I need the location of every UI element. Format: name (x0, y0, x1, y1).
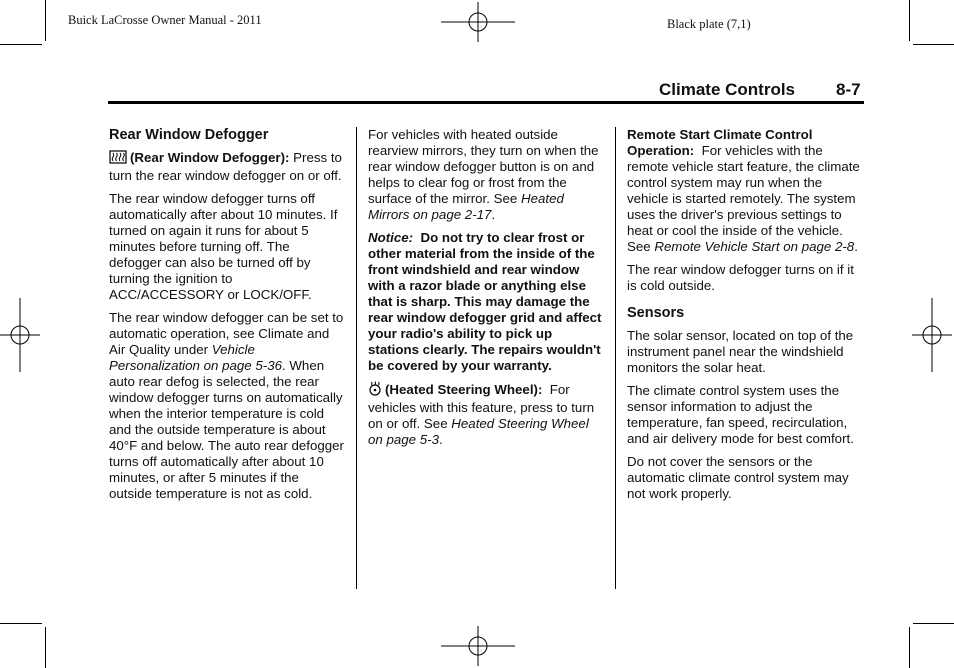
crop-mark (0, 44, 42, 45)
crop-mark (45, 0, 46, 41)
plate-label: Black plate (7,1) (667, 17, 751, 31)
header-rule (108, 101, 864, 104)
paragraph: The rear window defogger turns on if it is cold outside. (627, 262, 854, 293)
cross-reference: Vehicle Personalization on page 5-36 (109, 342, 282, 373)
paragraph (368, 127, 604, 223)
column-1 (109, 127, 345, 509)
crop-mark (909, 0, 910, 41)
cross-reference: Remote Vehicle Start on page 2-8 (654, 239, 855, 254)
text: For vehicles with this feature, press to turn on or off. See (368, 382, 595, 431)
defogger-text: Press to turn the rear window defogger on or off. (109, 150, 342, 183)
paragraph (627, 127, 867, 255)
notice (368, 230, 604, 374)
registration-mark-bottom (441, 626, 515, 666)
column-2 (368, 127, 604, 455)
paragraph (368, 381, 604, 448)
crop-mark (913, 623, 954, 624)
column-3 (627, 127, 867, 509)
crop-mark (913, 44, 954, 45)
text: The rear window defogger can be set to automatic operation, see Climate and Air Quality under (109, 310, 344, 357)
page-number: 8-7 (836, 80, 861, 99)
paragraph (109, 310, 345, 502)
crop-mark (45, 627, 46, 668)
section-title: Climate Controls (659, 80, 796, 99)
text: . (854, 239, 858, 254)
paragraph (109, 150, 345, 184)
registration-mark-left (0, 298, 40, 372)
text: . (438, 432, 443, 447)
registration-mark-right (912, 298, 952, 372)
section-heading-sensors: Sensors (627, 305, 685, 321)
cross-reference: Heated Mirrors on page 2-17 (368, 191, 564, 222)
defogger-label: (Rear Window Defogger): (130, 150, 290, 165)
section-heading-rear-defogger: Rear Window Defogger (109, 127, 269, 143)
crop-mark (0, 623, 42, 624)
text: For vehicles with the remote vehicle start feature, the climate control system may run when the vehicle is started remotely. The system uses the driver's previous settings to heat or cool the inside of the vehicle. See (627, 143, 860, 254)
steering-label: (Heated Steering Wheel): (385, 382, 543, 397)
paragraph: The climate control system uses the sensor information to adjust the temperature, fan speed, recirculation, and air delivery mode for best comfort. (627, 383, 854, 446)
text: . (491, 207, 496, 222)
paragraph: The solar sensor, located on top of the instrument panel near the windshield monitors the solar heat. (627, 328, 854, 375)
cross-reference: Heated Steering Wheel on page 5-3 (368, 416, 589, 447)
heated-steering-wheel-icon (368, 381, 382, 400)
notice-text: Do not try to clear frost or other material from the inside of the front windshield and rear window with a razor blade or anything else that is sharp. This may damage the rear window defogger grid and affect your radio's ability to pick up stations clearly. The repairs wouldn't be covered by your warranty. (368, 230, 602, 373)
manual-title: Buick LaCrosse Owner Manual - 2011 (68, 13, 262, 27)
column-divider (615, 127, 616, 589)
crop-mark (909, 627, 910, 668)
paragraph: Do not cover the sensors or the automatic climate control system may not work properly. (627, 454, 849, 501)
column-divider (356, 127, 357, 589)
text: For vehicles with heated outside rearview mirrors, they turn on when the rear window defogger button is on and helps to clear fog or frost from the surface of the mirror. See (368, 127, 599, 206)
rear-defogger-icon (109, 150, 127, 168)
registration-mark-top (441, 2, 515, 42)
paragraph: The rear window defogger turns off automatically after about 10 minutes. If turned on again it runs for about 5 minutes before turning off. The defogger can also be turned off by turning the ignition to ACC/ACCESSORY or LOCK/OFF. (109, 191, 338, 302)
remote-start-label: Remote Start Climate Control Operation: (627, 127, 813, 158)
text: . When auto rear defog is selected, the rear window defogger turns on automatically when the interior temperature is cold and the outside temperature is about 40°F and below. The auto rear defogger turns off automatically after about 10 minutes, or after 5 minutes if the outside temperature is not as cold. (109, 358, 344, 501)
notice-label: Notice: (368, 230, 414, 245)
